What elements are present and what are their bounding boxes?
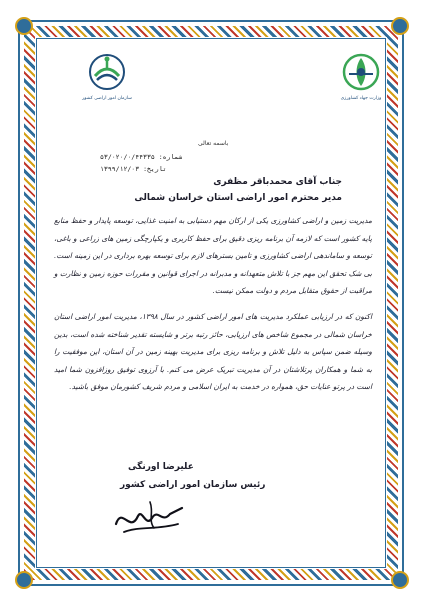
body-paragraph: اکنون که در ارزیابی عملکرد مدیریت های امور اراضی کشور در سال ۱۳۹۸، مدیریت امور اراضی استان خراسان شمالی در مجموع شاخص های ارزیابی، حائز رتبه برتر و شایسته تقدیر شناخته شده است، بدین وسیله ضمن سپاس به دلیل تلاش و برنامه ریزی برای مدیریت بهینه زمین در آن استان، این موفقیت را به شما و همکاران پرتلاشتان در آن مدیریت تبریک عرض می کنم. با آرزوی توفیق روزافزون شما امید است در پرتو عنایات حق، همواره در خدمت به ایران اسلامی و مردم شریف کشورمان موفق باشید. xyxy=(54,312,372,391)
salutation: باسمه تعالی xyxy=(198,140,229,147)
signer-name: علیرضا اورنگی xyxy=(128,462,194,472)
land-affairs-logo xyxy=(76,52,138,126)
jihad-emblem-icon xyxy=(341,52,381,92)
body-paragraph: مدیریت زمین و اراضی کشاورزی یکی از ارکان مهم دستیابی به امنیت غذایی، توسعه پایدار و حفظ منابع پایه کشور است که لازمه آن برنامه ریزی دقیق برای حفظ کاربری و یکپارچگی زمین های زراعی و باغی، توسعه و ساماندهی اراضی کشاورزی و تامین بسترهای لازم برای توسعه بهره برداری در این زمینه است. بی شک تحقق این مهم جز با تلاش متعهدانه و مدبرانه در اجرای قوانین و مقررات حوزه زمین و نظارت و مراقبت از حقوق متقابل مردم و دولت ممکن نیست. xyxy=(54,216,372,295)
letter-date xyxy=(100,165,167,173)
corner-ornament xyxy=(15,571,33,589)
land-affairs-emblem-icon xyxy=(87,52,127,92)
agriculture-ministry-logo xyxy=(330,52,392,126)
signer-title: رئیس سازمان امور اراضی کشور xyxy=(120,480,266,490)
number-label: شماره: xyxy=(158,153,183,161)
handwritten-signature xyxy=(110,494,190,546)
corner-ornament xyxy=(391,571,409,589)
right-logo-caption: وزارت جهاد کشاورزی xyxy=(340,96,382,101)
left-logo-caption: سازمان امور اراضی کشور xyxy=(82,96,132,101)
date-value: ۱۳۹۹/۱۲/۰۳ xyxy=(100,165,140,173)
recipient-name: جناب آقای محمدباقر مظفری xyxy=(213,177,342,187)
corner-ornament xyxy=(15,17,33,35)
number-value: ۵۳/۰۲۰/۰/۴۴۳۳۵ xyxy=(100,153,155,161)
letter-number xyxy=(100,153,182,161)
recipient-title: مدیر محترم امور اراضی استان خراسان شمالی xyxy=(134,193,342,203)
date-label: تاریخ: xyxy=(143,165,167,173)
corner-ornament xyxy=(391,17,409,35)
